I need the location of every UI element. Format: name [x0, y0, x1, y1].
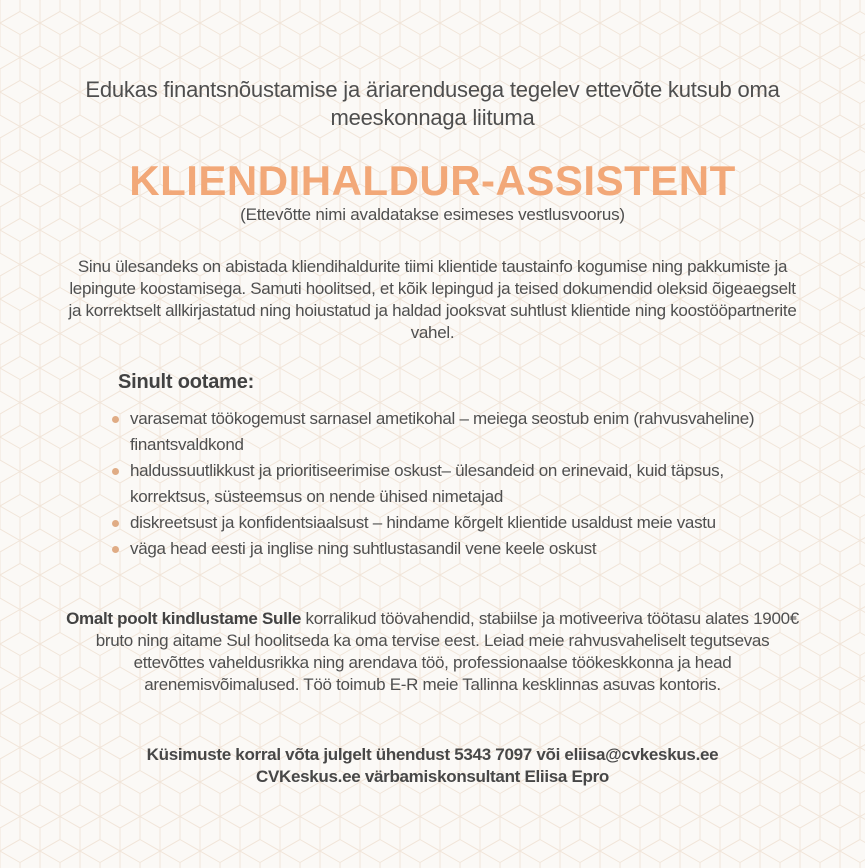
offer-text: korralikud töövahendid, stabiilse ja motiveeriva töötasu alates 1900€ bruto ning aitame Sul hoolitseda ka oma tervise eest. Leiad meie rahvusvaheliselt tegutsevas ettevõttes vaheldusrikka ning arendava töö, professionaalse töökeskkonna ja head arenemisvõimalused. Töö toimub E-R meie Tallinna kesklinnas asuvas kontoris. — [95, 609, 799, 694]
requirement-item — [112, 536, 792, 562]
contact-line: Küsimuste korral võta julgelt ühendust 5343 7097 või eliisa@cvkeskus.ee — [146, 745, 719, 764]
requirement-text: varasemat töökogemust sarnasel ametikohal – meiega seostub enim (rahvusvaheline) finantsvaldkond — [130, 409, 755, 454]
bullet-dot-icon — [112, 416, 119, 423]
offer-paragraph — [65, 608, 800, 696]
job-description: Sinu ülesandeks on abistada kliendihaldurite tiimi klientide taustainfo kogumise ning pakkumiste ja lepingute koostamisega. Samuti hoolitsed, et kõik lepingud ja teised dokumendid oleksid õigeaegselt ja korrektselt allkirjastatud ning hoiustatud ja haldad jooksvat suhtlust klientide ning koostööpartnerite vahel. — [68, 257, 797, 342]
requirements-heading: Sinult ootame: — [118, 371, 255, 393]
job-title: KLIENDIHALDUR-ASSISTENT — [129, 157, 736, 204]
requirement-text: väga head eesti ja inglise ning suhtlustasandil vene keele oskust — [130, 539, 597, 558]
offer-lead: Omalt poolt kindlustame Sulle — [66, 609, 302, 628]
bullet-dot-icon — [112, 520, 119, 527]
bullet-dot-icon — [112, 546, 119, 553]
requirement-text: diskreetsust ja konfidentsiaalsust – hindame kõrgelt klientide usaldust meie vastu — [130, 513, 716, 532]
requirements-section — [118, 370, 865, 562]
footer-contact — [0, 744, 865, 788]
requirement-text: haldussuutlikkust ja prioritiseerimise oskust– ülesandeid on erinevaid, kuid täpsus, korrektsus, süsteemsus on nende ühised nimetajad — [130, 461, 724, 506]
bullet-dot-icon — [112, 468, 119, 475]
requirement-item — [112, 406, 792, 458]
requirement-item — [112, 458, 792, 510]
requirements-list — [112, 406, 865, 562]
company-note: (Ettevõtte nimi avaldatakse esimeses vestlusvoorus) — [240, 205, 625, 224]
requirement-item — [112, 510, 792, 536]
consultant-line: CVKeskus.ee värbamiskonsultant Eliisa Epro — [255, 767, 610, 786]
intro-text: Edukas finantsnõustamise ja äriarendusega tegelev ettevõte kutsub oma meeskonnaga liituma — [85, 77, 780, 130]
